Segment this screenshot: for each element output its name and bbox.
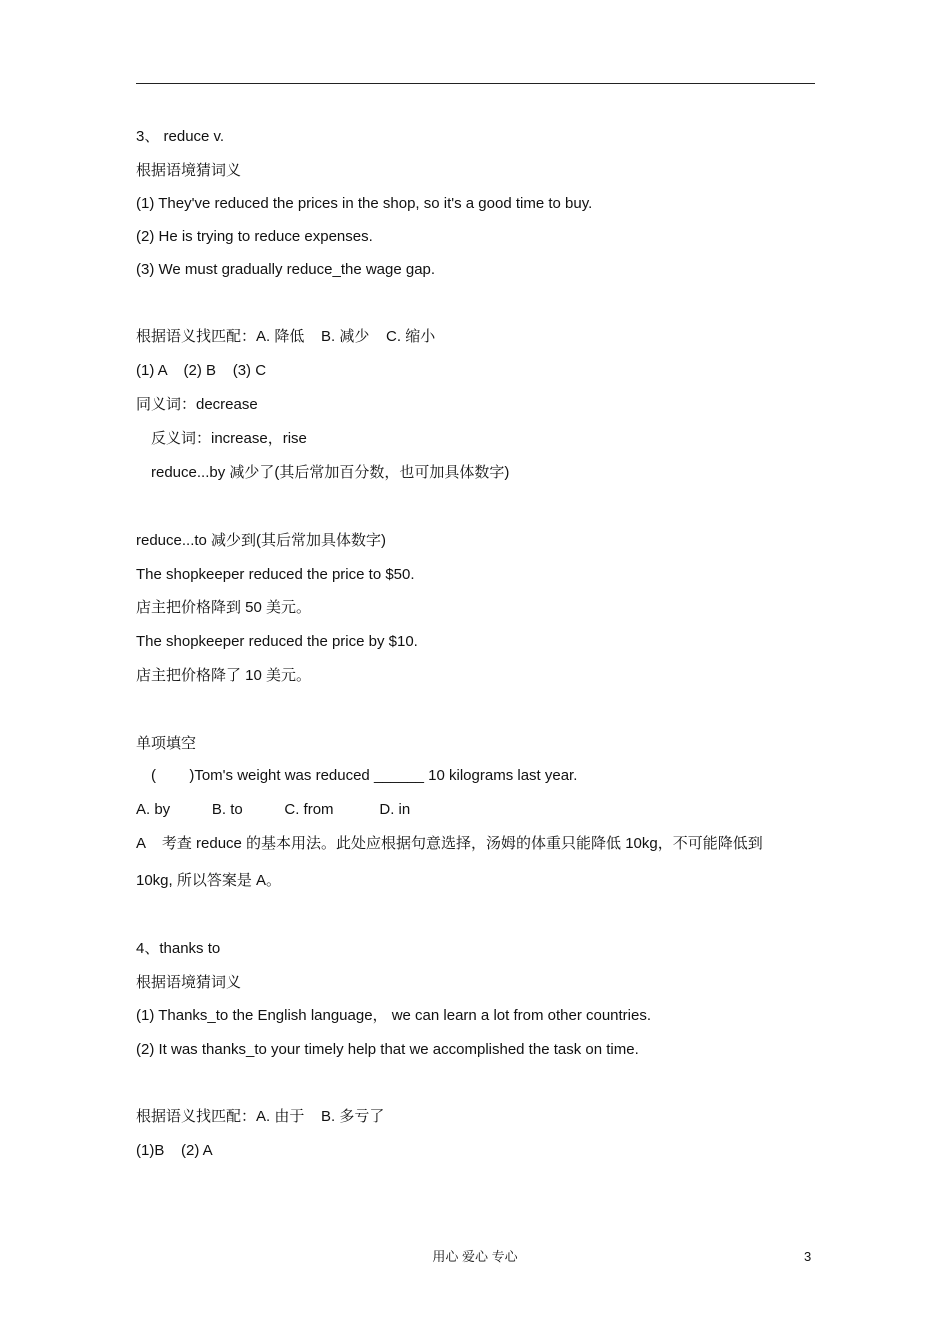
- usage-note: reduce...by 减少了(其后常加百分数，也可加具体数字): [151, 464, 510, 481]
- example-sentence: (3) We must gradually reduce_the wage gap.: [136, 261, 436, 278]
- example-sentence: The shopkeeper reduced the price by $10.: [136, 633, 418, 650]
- exercise-question: ( )Tom's weight was reduced ______ 10 kilograms last year.: [151, 767, 578, 784]
- page-footer: 用心 爱心 专心: [432, 1249, 518, 1264]
- example-translation: 店主把价格降到 50 美元。: [136, 599, 312, 616]
- subheading-guess-meaning: 根据语境猜词义: [136, 974, 242, 991]
- page-number: 3: [804, 1249, 812, 1264]
- example-translation: 店主把价格降了 10 美元。: [136, 667, 312, 684]
- answer-line: (1) A (2) B (3) C: [136, 362, 267, 379]
- answer-line: (1)B (2) A: [136, 1142, 213, 1159]
- header-rule: [136, 83, 815, 84]
- example-sentence: The shopkeeper reduced the price to $50.: [136, 566, 415, 583]
- exercise-options: A. by B. to C. from D. in: [136, 801, 411, 818]
- usage-note: reduce...to 减少到(其后常加具体数字): [136, 532, 387, 549]
- section-heading-reduce: 3、 reduce v.: [136, 128, 225, 145]
- exercise-explanation: 10kg, 所以答案是 A。: [136, 872, 282, 889]
- example-sentence: (2) He is trying to reduce expenses.: [136, 228, 373, 245]
- example-sentence: (1) They've reduced the prices in the shop, so it's a good time to buy.: [136, 195, 593, 212]
- subheading-guess-meaning: 根据语境猜词义: [136, 162, 242, 179]
- section-heading-thanks-to: 4、thanks to: [136, 940, 221, 957]
- example-sentence: (1) Thanks_to the English language， we can learn a lot from other countries.: [136, 1007, 652, 1024]
- exercise-heading: 单项填空: [136, 735, 197, 752]
- match-meaning-line: 根据语义找匹配：A. 由于 B. 多亏了: [136, 1108, 385, 1125]
- antonym-line: 反义词：increase，rise: [151, 430, 307, 447]
- example-sentence: (2) It was thanks_to your timely help that we accomplished the task on time.: [136, 1041, 639, 1058]
- exercise-explanation: A 考查 reduce 的基本用法。此处应根据句意选择，汤姆的体重只能降低 10kg，不可能降低到: [136, 835, 763, 852]
- synonym-line: 同义词：decrease: [136, 396, 258, 413]
- match-meaning-line: 根据语义找匹配：A. 降低 B. 减少 C. 缩小: [136, 328, 436, 345]
